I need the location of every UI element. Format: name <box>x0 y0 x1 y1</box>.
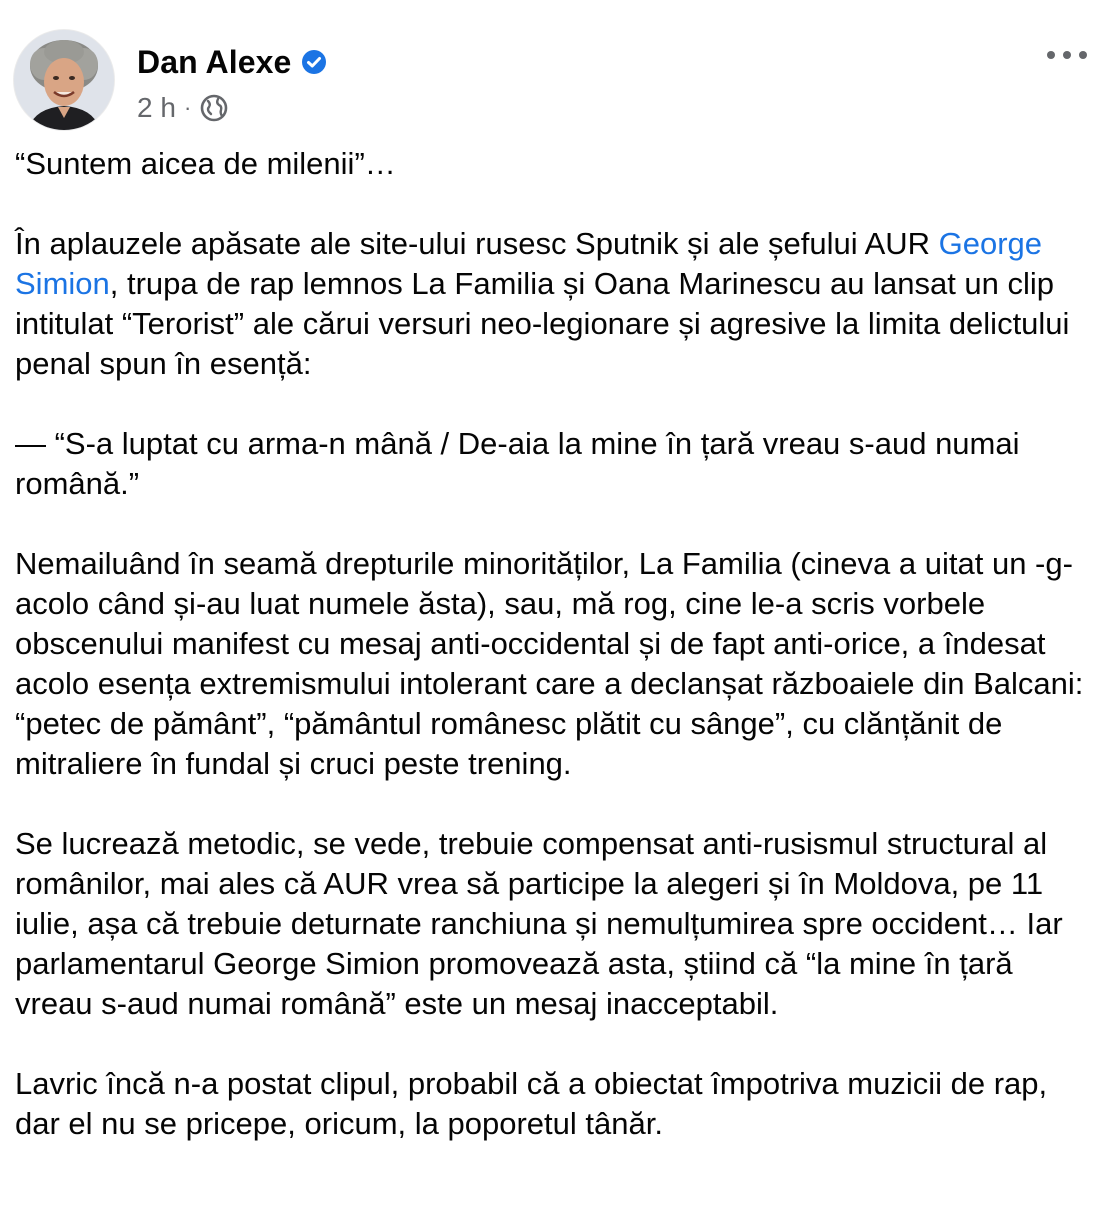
avatar-photo <box>14 30 114 130</box>
post-header <box>0 0 1105 140</box>
post-timestamp[interactable]: 2 h <box>137 92 176 123</box>
author-avatar[interactable] <box>14 30 114 130</box>
paragraph-text: , trupa de rap lemnos La Familia și Oana Marinescu au lansat un clip intitulat “Terorist” ale cărui versuri neo-legionare și agresive la limita delictului penal spun în esență: <box>15 266 1070 381</box>
post-paragraph <box>15 224 1090 384</box>
author-row <box>137 42 327 82</box>
paragraph-text: În aplauzele apăsate ale site-ului rusesc Sputnik și ale șefului AUR <box>15 226 939 261</box>
post-paragraph: — “S-a luptat cu arma-n mână / De-aia la mine în țară vreau s-aud numai română.” <box>15 426 1020 501</box>
more-dot <box>1047 51 1055 59</box>
post-paragraph: “Suntem aicea de milenii”… <box>15 146 396 181</box>
verified-badge-icon <box>301 49 327 75</box>
more-options-icon[interactable] <box>1047 40 1087 70</box>
post-meta <box>137 90 229 126</box>
meta-separator: · <box>183 95 192 120</box>
globe-icon[interactable] <box>199 93 229 123</box>
mention-link-george-simion[interactable]: George Simion <box>15 226 1043 301</box>
post-paragraph: Nemailuând în seamă drepturile minorităților, La Familia (cineva a uitat un -g- acolo când și-au luat numele ăsta), sau, mă rog, cine le-a scris vorbele obscenului manifest cu mesaj anti-occidental și de fapt anti-orice, a îndesat acolo esența extremismului intolerant care a declanșat războaiele din Balcani: “petec de pământ”, “pământul românesc plătit cu sânge”, cu clănțănit de mitraliere în fundal și cruci peste trening. <box>15 546 1084 781</box>
author-name[interactable]: Dan Alexe <box>137 43 292 80</box>
post-paragraph: Se lucrează metodic, se vede, trebuie compensat anti-rusismul structural al românilor, mai ales că AUR vrea să participe la alegeri și în Moldova, pe 11 iulie, așa că trebuie deturnate ranchiuna și nemulțumirea spre occident… Iar parlamentarul George Simion promovează asta, știind că “la mine în țară vreau s-aud numai română” este un mesaj inacceptabil. <box>15 826 1063 1021</box>
post-body <box>15 144 1090 1184</box>
more-dot <box>1079 51 1087 59</box>
post-paragraph: Lavric încă n-a postat clipul, probabil că a obiectat împotriva muzicii de rap, dar el nu se pricepe, oricum, la poporetul tânăr. <box>15 1066 1048 1141</box>
more-dot <box>1063 51 1071 59</box>
